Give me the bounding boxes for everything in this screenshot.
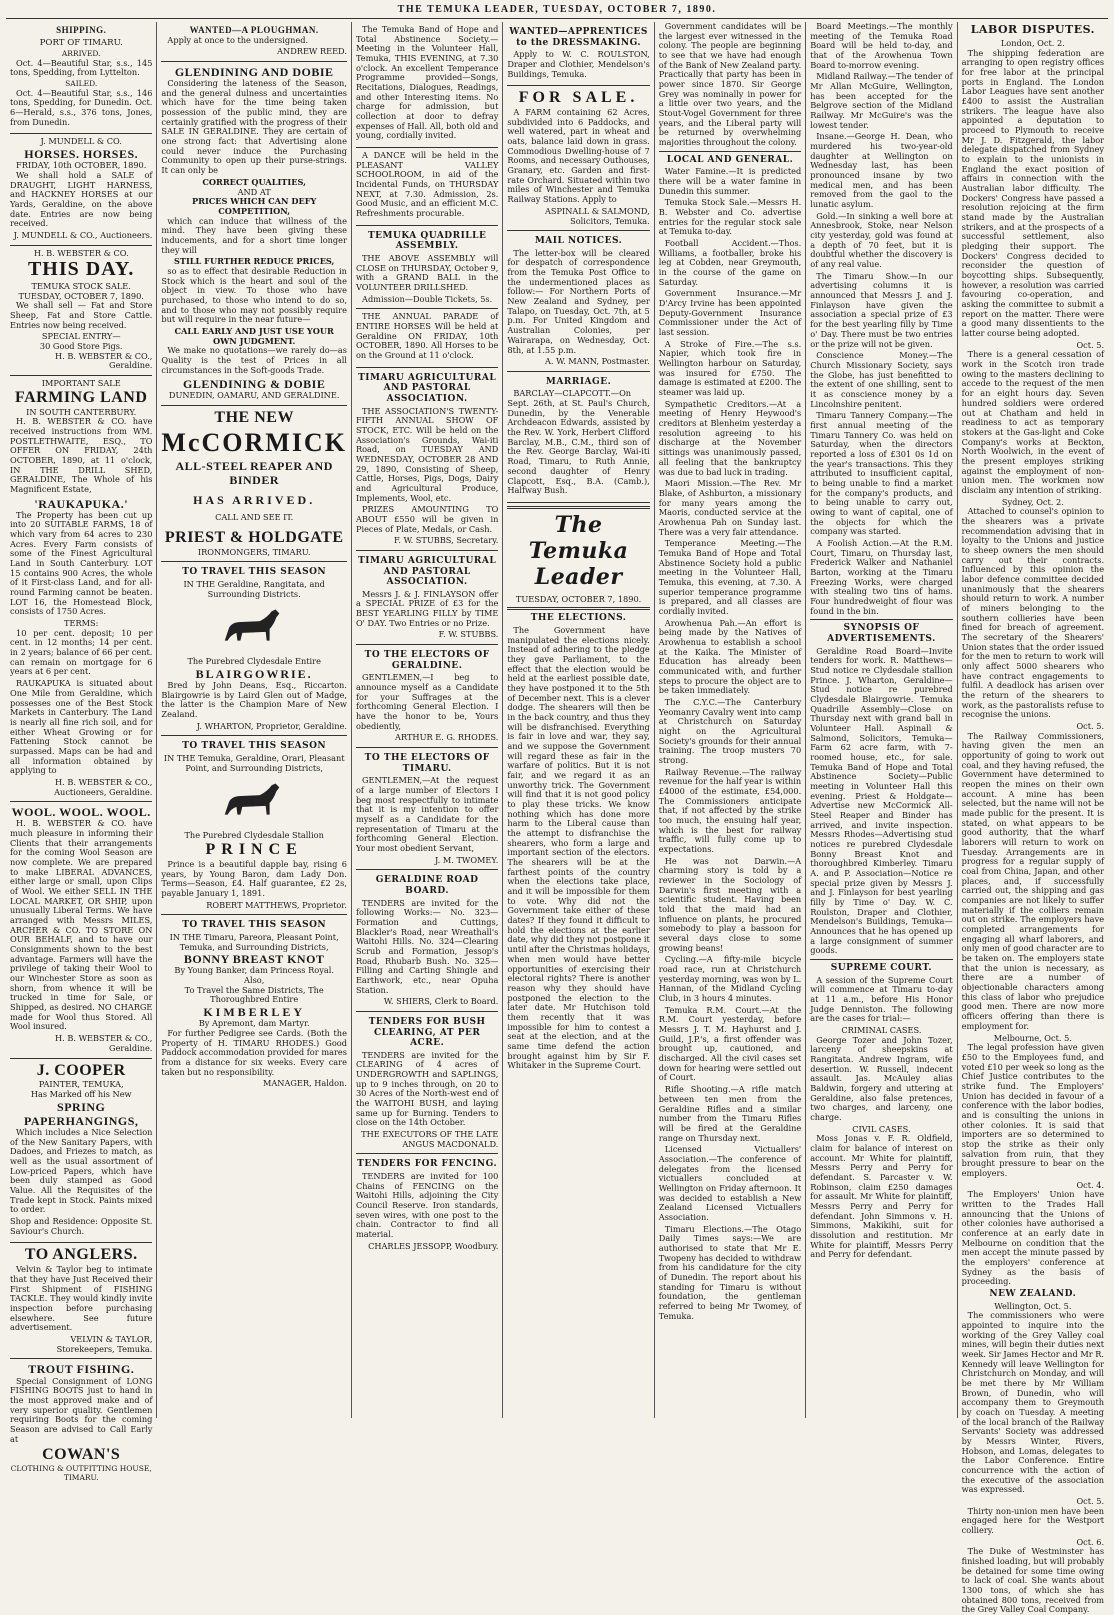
ploughman-text: Apply at once to the undersigned. bbox=[167, 34, 309, 45]
mail-text: The letter-box will be cleared for despatch of correspondence from the Temuka Post Office to the undermentioned places as follow:— For Northern Ports of New Zealand and Sydney, per Talapo, on Tuesday, Oct. 7th, at 5 p.m. For United Kingdom and Australian Colonies, per Wairarapa, on Wednesday, Oct. 8th, at 1.55 p.m. bbox=[507, 247, 650, 355]
marriage-text: BARCLAY—CLAPCOTT.—On Sept. 26th, at St. Paul's Church, Dunedin, by the Venerable Archdeacon Edwards, assisted by the Rev. W. York, Herbert Clifford Barclay, M.B., C.M., third son of the Rev. George Barclay, Wai-iti Road, Timaru, to Ruth Annie, second daughter of Henry Clapcott, Esq., B.A. (Camb.), Halfway Bush. bbox=[507, 388, 650, 496]
nz-text: The commissioners who were appointed to inquire into the working of the Grey Valley coal mines, will begin their duties next week. Sir James Hector and Mr R. Kennedy will leave Wellington for Christchurch on Monday, and will be met there by Mr William Brown, of Dunedin, who will accompany them to Greymouth by coach on Tuesday. A meeting of the local branch of the Railway Servants' Society was addressed by Messrs Winter, Rivers, Hobson, and Lomas, delegates to the Labor Conference. Entire concurrence with the action of the executive of the association was expressed. bbox=[961, 1310, 1105, 1495]
supreme-heading: SUPREME COURT. bbox=[830, 963, 933, 974]
local-stock-sale: Temuka Stock Sale.—Messrs H. B. Webster and Co. advertise entries for the regular stock sale at Temuka to-day. bbox=[658, 197, 802, 237]
editorial bbox=[507, 506, 649, 1071]
blairgowrie-text: Bred by John Deans, Esq., Riccarton. Blairgowrie is by Laird Glen out of Madge, the latter is the Champion Mare of New Zealand. bbox=[161, 680, 347, 720]
webster-signature: H. B. WEBSTER & CO., Geraldine. bbox=[55, 350, 153, 371]
quadrille-text: THE ABOVE ASSEMBLY will CLOSE on THURSDAY, October 9, with a GRAND BALL in the VOLUNTEER DRILLSHED. bbox=[355, 252, 499, 292]
dressmaking-heading: WANTED—APPRENTICES to the DRESSMAKING. bbox=[509, 27, 648, 48]
farming-text-2: The Property has been cut up into 20 SUITABLE FARMS, 18 of which vary from 64 acres to 230 Acres. Every Farm consists of some of the Finest Agricultural Land in South Canterbury. LOT 15 contains 900 Acres, the whole of it First-class Land, and for all-round Farming cannot be beaten. LOT 16, the Homestead Block, consists of 1750 Acres. bbox=[10, 509, 153, 617]
anglers-heading: TO ANGLERS. bbox=[24, 1246, 138, 1264]
bush-signature: THE EXECUTORS OF THE LATE ANGUS MACDONALD. bbox=[361, 1129, 499, 1149]
prince-ad bbox=[161, 736, 347, 915]
gd-reduce: STILL FURTHER REDUCE PRICES, bbox=[173, 256, 335, 267]
shipping-title: SHIPPING. bbox=[56, 25, 107, 35]
gd-text: Considering the lateness of the Season, and the general dulness and uncertainties which have for the time being taken possession of the public mind, they are certainly gratified with the progress of their SALE IN GERALDINE. They are certain of one strong fact: that Advertising alone could never induce the Purchasing Community to open up their purse-strings. It can only be bbox=[161, 78, 347, 176]
electors-geraldine bbox=[356, 645, 498, 748]
bush-notice bbox=[356, 1012, 498, 1155]
gd-call: CALL EARLY AND JUST USE YOUR OWN JUDGMENT. bbox=[174, 325, 334, 346]
farm-sale-ad bbox=[507, 86, 649, 231]
tapa-signature: F. W. STUBBS, Secretary. bbox=[394, 535, 499, 546]
timaru-show-note: The Timaru Show.—In our advertising columns it is announced that Messrs J. and J. Finlayson have given the association a special prize of £3 for the best yearling filly by Time o' Day. There must be two entries or the prize will not be given. bbox=[810, 270, 953, 349]
labor-heading: LABOR DISPUTES. bbox=[970, 23, 1095, 36]
dressmaking-ad bbox=[507, 22, 649, 86]
wool-heading: WOOL. WOOL. WOOL. bbox=[11, 805, 151, 820]
electors2-signature: J. M. TWOMEY. bbox=[435, 854, 499, 865]
kimberley-signature: MANAGER, Haldon. bbox=[262, 1078, 347, 1089]
important-sale: IMPORTANT SALE bbox=[41, 377, 121, 388]
local-darwin: He was not Darwin.—A charming story is told by a reviewer in the Sociology of Darwin's first meeting with a scientific student. Having been told that the maid had an influence on plants, he procured somebody to play a bassoon for several days close to some growing beans! bbox=[658, 855, 802, 953]
labor-text-3: Attached to counsel's opinion to the shearers was a private recommendation advising that in loyalty to the Unions and justice to sheep owners the men should carry out their contracts. Influenced by this opinion the labor defence committee decided unanimously that the shearers should return to work. A number of miners belonging to the southern collieries have been fined for breach of agreement. The secretary of the Shearers' Union states that the order issued for the men to return to work will only affect 5000 shearers who have contract engagements to fulfil. A deadlock has arisen over the return of the shearers to work, as the pastoralists refuse to recognise the unions. bbox=[961, 506, 1105, 720]
ph-name: PRIEST & HOLDGATE bbox=[164, 528, 344, 546]
oct5-dateline: Oct. 5. bbox=[1076, 339, 1105, 350]
terms-heading: TERMS: bbox=[64, 618, 99, 629]
blairgowrie-pre: The Purebred Clydesdale Entire bbox=[187, 656, 321, 667]
sailed-text: Oct. 4—Beautiful Star, s.s., 146 tons, Spedding, for Dunedin. Oct. 6—Herald, s.s., 376 tons, Jones, from Dunedin. bbox=[10, 87, 153, 127]
synopsis-heading: SYNOPSIS OF ADVERTISEMENTS. bbox=[827, 623, 936, 644]
oct6-dateline: Oct. 6. bbox=[1076, 1536, 1105, 1547]
farming-text: H. B. WEBSTER & CO. have received instructions from WM. POSTLETHWAITE, ESQ., TO OFFER ON FRIDAY, 24th OCTOBER, 1890, at 11 o'clock, IN THE DRILL SHED, GERALDINE, The Whole of his Magnificent Estate, bbox=[10, 416, 153, 494]
terms-text: 10 per cent. deposit; 10 per cent. in 12 months; 14 per cent. in 2 years; balance of 66 per cent. can remain on mortgage for 6 years at 6 per cent. bbox=[10, 627, 153, 677]
mc-call: CALL AND SEE IT. bbox=[215, 512, 294, 523]
cooper-has: Has Marked off his New bbox=[30, 1089, 132, 1100]
finlayson-signature: F. W. STUBBS. bbox=[438, 629, 499, 640]
nz-text-2: Thirty non-union men have been engaged here for the Westport colliery. bbox=[961, 1505, 1105, 1536]
local-mission: Maori Mission.—The Rev. Mr Blake, of Ashburton, a missionary for many years among the Maoris, conducted service at the Arowhenua Pah on Sunday last. There was a very fair attendance. bbox=[658, 478, 802, 537]
ploughman-heading: WANTED—A PLOUGHMAN. bbox=[189, 25, 319, 35]
horse-sale-ad bbox=[10, 134, 152, 245]
horses-text: We shall hold a SALE of DRAUGHT, LIGHT HARNESS, and HACKNEY HORSES at our Yards, Geraldine, on the above date. Entries are now being received. bbox=[10, 169, 153, 229]
cowans-sub: CLOTHING & OUTFITTING HOUSE, TIMARU. bbox=[10, 1464, 152, 1482]
fencing-text: TENDERS are invited for 100 Chains of FENCING on the Waitohi Hills, adjoining the City Council Reserve. Iron standards, seven wires, with one post to the chain. Contractor to find all material. bbox=[355, 1171, 499, 1240]
gd-text-4: We make no quotations—we rarely do—as Quality is the test of Prices in all circumstances in the Soft-goods Trade. bbox=[161, 345, 347, 375]
spring-heading: SPRING PAPERHANGINGS, bbox=[23, 1099, 139, 1128]
mc-new: THE NEW bbox=[214, 409, 294, 427]
nz-text-3: The Duke of Westminster has finished loading, but will probably be detained for some time owing to lack of coal. She wants about 1300 tons, of which she has obtained 800 tons, received from the Grey Valley Coal Company. bbox=[961, 1546, 1105, 1615]
synopsis-text: Geraldine Road Board—Invite tenders for work. R. Matthews—Stud notice re Clydesdale stallion Prince. J. Wharton, Geraldine—Stud notice re purebred Clydesdale Blairgowrie. Temuka Quadrille Assembly—Close on Thursday next with grand ball in Volunteer Hall. Aspinall & Salmond, Solicitors, Temuka—Farm 62 acre farm, with 7-roomed house, etc., for sale. Temuka Band of Hope and Total Abstinence Society—Public meeting in Volunteer Hall this evening. Priest & Holdgate—Advertise new McCormick All-Steel Reaper and Binder has arrived, and invite inspection. Messrs Rhodes—Advertising stud notices re purebred Clydesdale Bonny Breast Knot and thoroughbred Kimberley. Timaru A. and P. Association—Notice re special prize given by Messrs J. and J. Finlayson for best yearling filly by Time o' Day. W. C. Roulston, Draper and Clothier, Mendelson's Buildings, Temuka—Announces that he has opened up a large consignment of summer goods. bbox=[810, 645, 953, 956]
melbourne-dateline: Melbourne, Oct. 5. bbox=[993, 1032, 1072, 1043]
wool-ad bbox=[10, 802, 152, 1058]
also: Also, bbox=[244, 975, 265, 986]
labor-text-1: The shipping federation are arranging to open registry offices for free labor at the principal ports in England. The London Labor Leagues have sent another £400 to assist the Australian strikers. The league have also appointed a deputation to proceed to Plymouth to receive Mr J. D. Fitzgerald, the labor delegate dispatched from Sydney to explain to the unionists in England the exact position of affairs in connection with the Australian labor difficulty. The Dockers' Congress have passed a resolution rejoicing at the firm stand made by the Australian strikers, and at the prospects of a successful settlement, also pledging their support. The Dockers' Congress decided to reconsider the question of boycotting ships. Subsequently, however, a resolution was carried favouring co-operation, and asking the committee to submit a report on the matter. There were a good many dissentients to the latter course being adopted. bbox=[961, 47, 1105, 339]
elections-heading: THE ELECTIONS. bbox=[530, 613, 627, 624]
road-board-heading: GERALDINE ROAD BOARD. bbox=[375, 875, 479, 896]
horses-heading: HORSES. HORSES. bbox=[24, 147, 139, 162]
fencing-signature: CHARLES JESSOPP, Woodbury. bbox=[368, 1240, 499, 1251]
finlayson-notice bbox=[356, 551, 498, 645]
midland-railway: Midland Railway.—The tender of Mr Allan McGuire, Wellington, has been accepted for the Belgrove section of the Midland Railway. Mr McGuire's was the lowest tender. bbox=[810, 71, 953, 130]
parade-text: THE ANNUAL PARADE of ENTIRE HORSES Will be held at Geraldine ON FRIDAY, 10th OCTOBER, 1890. All Horses to be on the Ground at 11 o'clock. bbox=[355, 311, 499, 361]
travel1-heading: TO TRAVEL THIS SEASON bbox=[182, 567, 327, 578]
electors2-heading: TO THE ELECTORS OF TIMARU. bbox=[364, 753, 490, 774]
parade-notice bbox=[356, 309, 498, 367]
gd-heading: GLENDINING AND DOBIE bbox=[174, 64, 334, 79]
local-insurance: Government Insurance.—Mr D'Arcy Irvine has been appointed Deputy-Government Insurance Commissioner under the Act of last session. bbox=[658, 288, 802, 338]
special-entry-text: 30 Good Store Pigs. bbox=[39, 340, 123, 351]
anglers-ad bbox=[10, 1243, 152, 1359]
kimberley-text: For further Pedigree see Cards. (Both the Property of H. TIMARU RHODES.) Good Paddock accommodation provided for mares from a distance for six weeks. Every care taken but no responsibility. bbox=[161, 1027, 347, 1077]
running-header: THE TEMUKA LEADER, TUESDAY, OCTOBER 7, 1890. bbox=[6, 4, 1108, 19]
hope-notice bbox=[356, 22, 498, 148]
column-1 bbox=[6, 22, 157, 1482]
trout-ad bbox=[10, 1359, 152, 1486]
mc-reaper: ALL-STEEL REAPER AND BINDER bbox=[175, 458, 333, 487]
tapa-text: THE ASSOCIATION'S TWENTY-FIFTH ANNUAL SHOW OF STOCK, ETC. Will be held on the Association's Grounds, Wai-iti Road, on TUESDAY AND WEDNESDAY, OCTOBER 28 AND 29, 1890, Consisting of Sheep, Cattle, Horses, Pigs, Dogs, Dairy and Agricultural Produce, Implements, Wool, etc. bbox=[355, 405, 499, 503]
anglers-text: Velvin & Taylor beg to intimate that they have Just Received their First Shipment of FISHING TACKLE. They would kindly invite inspection before purchasing elsewhere. See future advertisement. bbox=[10, 1264, 153, 1333]
criminal-text: George Tozer and John Tozer, larceny of sheepskins at Rangitata. Andrew Ingram, wife desertion. W. Russell, indecent assault. Jas. McAuley alias Baldwin, forgery and uttering at Geraldine, also false pretences, two charges, and larceny, one charge. bbox=[810, 1034, 953, 1123]
prince-pre: The Purebred Clydesdale Stallion bbox=[184, 830, 324, 841]
arrived-label: ARRIVED. bbox=[61, 48, 101, 58]
bonny-by: By Young Banker, dam Princess Royal. bbox=[174, 965, 334, 976]
tapa-heading: TIMARU AGRICULTURAL AND PASTORAL ASSOCIATION. bbox=[358, 372, 497, 404]
wool-signature: H. B. WEBSTER & CO., Geraldine. bbox=[55, 1033, 153, 1053]
road-board-notice bbox=[356, 870, 498, 1012]
electors1-heading: TO THE ELECTORS OF GERALDINE. bbox=[364, 650, 490, 671]
labor-text-2: There is a general cessation of work in the Scotch iron trade owing to the masters declining to accede to the request of the men for an eight hours day. Seven hundred soldiers were ordered out at Chatham and held in readiness to act as temporary stokers at the Gas-light and Coke Company's works at Beckton, North Woolwich, in the event of the present employes striking against the employment of non-union men. The workmen now disclaim any intention of striking. bbox=[961, 349, 1105, 495]
local-timaru-elections: Timaru Elections.—The Otago Daily Times says:—We are authorised to state that Mr E. Twopeny has decided to withdraw from his candidature for the city of Dunedin. The report about his standing for Timaru is without foundation, the gentleman referred to being Mr Twomey, of Temuka. bbox=[658, 1223, 802, 1321]
oct4-dateline: Oct. 4. bbox=[1076, 1179, 1105, 1190]
bush-text: TENDERS are invited for the CLEARING of 4 acres of UNDERGROWTH and SAPLINGS, up to 9 inches through, on 20 to 30 Acres of the North-west end of the WAITOHI BUSH, and laying same up for Burning. Tenders to close on the 14th October. bbox=[355, 1049, 499, 1128]
mail-heading: MAIL NOTICES. bbox=[534, 236, 623, 247]
farming-land-heading: FARMING LAND bbox=[15, 388, 148, 406]
gd-text-2: which can induce that willness of the mind. They have been giving these inducements, and for a short time longer they will bbox=[161, 215, 347, 255]
cooper-sub: PAINTER, TEMUKA, bbox=[38, 1079, 124, 1090]
kimberley-by: By Apremont, dam Martyr. bbox=[198, 1018, 310, 1029]
special-entry: SPECIAL ENTRY— bbox=[41, 331, 121, 342]
anglers-signature: VELVIN & TAYLOR, Storekeepers, Temuka. bbox=[56, 1334, 153, 1354]
farming-sub: IN SOUTH CANTERBURY. bbox=[26, 406, 137, 417]
gd-text-3: so as to effect that desirable Reduction in Stock which is the heart and soul of the object in view. To those who have purchased, to those who intend to do so, and to those who may not possibly require but will require in the near future— bbox=[161, 265, 347, 325]
finlayson-heading: TIMARU AGRICULTURAL AND PASTORAL ASSOCIATION. bbox=[358, 555, 497, 588]
farming-signature: H. B. WEBSTER & CO., Auctioneers, Geraldine. bbox=[54, 776, 153, 797]
mc-arrived: HAS ARRIVED. bbox=[193, 492, 316, 507]
travel2-sub: IN THE Temuka, Geraldine, Orari, Pleasant Point, and Surrounding Districts, bbox=[163, 753, 345, 773]
webster-head: H. B. WEBSTER & CO. bbox=[33, 247, 129, 258]
nz-heading: NEW ZEALAND. bbox=[989, 1288, 1077, 1299]
foolish-note: A Foolish Action.—At the R.M. Court, Timaru, on Thursday last, Frederick Walker and Nathaniel Barton, working at the Timaru Freezing Works, were charged with stealing two tins of hams. Four hundredweight of flour was found in the bin. bbox=[810, 537, 953, 616]
tannery-note: Timaru Tannery Company.—The first annual meeting of the Timaru Tannery Co. was held on Saturday, when the directors reported a loss of £301 0s 1d on the year's transactions. This they attributed to insufficient capital, to being unable to find a market for the company's products, and to being unable to carry out, owing to want of capital, one of the objects for which the company was started. bbox=[810, 410, 953, 537]
labor-text-4: The Railway Commissioners, having given the men an opportunity of going to work out coal, and they having refused, the Government have determined to reopen the mines on their own account. A mine has been selected, but the name will not be made public for the present. It is stated, on what appears to be good authority, that the wharf laborers will return to work on Tuesday. Arrangements are in progress for a regular supply of coal from China, Japan, and other places, and, if successfully carried out, the shipping and gas companies are not likely to suffer materially if the colliers remain out on strike. The employers have completed arrangements for engaging all wharf laborers, and only men of good character are to be taken on. The employers state that the union is necessary, as there are a number of objectionable characters among this class of labor who prejudice good men. There are now more officers offering than there is employment for. bbox=[961, 730, 1105, 1031]
hope-text: The Temuka Band of Hope and Total Abstinence Society.—Meeting in the Volunteer Hall, Temuka, THIS EVENING, at 7.30 o'clock. An excellent Temperance Programme provided—Songs, Recitations, Dialogues, Readings, and other Interesting items. No charge for admission, but collection at door to defray expenses of Hall. All, both old and young, cordially invited. bbox=[355, 24, 499, 141]
cooper-heading: J. COOPER bbox=[36, 1061, 126, 1079]
local-continued: Government candidates will be the largest ever witnessed in the colony. The people are beginning to see that we have had enough of the Bank of New Zealand party. Practically that party has been in power since 1870. Sir George Grey was nominally in power for a little over two years, and the Stout-Vogel Government for three years, and the Liberal party will be returned by overwhelming majorities throughout the colony. bbox=[658, 21, 802, 148]
kimberley-name: KIMBERLEY bbox=[203, 1005, 306, 1020]
supreme-text: A session of the Supreme Court will commence at Timaru to-day at 11 a.m., before His Honor Judge Denniston. The following are the cases for trial:— bbox=[810, 974, 953, 1024]
local-arowhenua: Arowhenua Pah.—An effort is being made by the Natives of Arowhenua to establish a school at the Kaika. The Minister of Education has already been communicated with, and further steps to procure the object are to be taken immediately. bbox=[658, 617, 802, 696]
shipping-port: PORT OF TIMARU. bbox=[39, 37, 123, 48]
wellington-dateline: Wellington, Oct. 5. bbox=[994, 1300, 1072, 1311]
also-sub: To Travel the Same Districts, The Thoroughbred Entire bbox=[184, 984, 324, 1005]
elections-text: The Government have manipulated the elections nicely. Instead of adhering to the pledge they gave Parliament, to the effect that the election would be held at the earliest possible date, they have postponed it to the 5th of December next. This is a clever dodge. The shearers will then be in the back country, and thus they will be disfranchised. Everything is fair in love and war, they say, and we suppose the Government will regard these as fair in the warfare of politics. But it is not fair, and we regard it as an unworthy trick. The Government will find that it is not good policy to play these tricks. We know nothing which has done more harm to the Liberal cause than the attempt to disfranchise the shearers, who form a large and important section of the electors. The shearers will be at the farthest points of the country when the elections take place, and it will be impossible for them to vote. Why did not the Government take either of these dates? If they found it difficult to hold the elections at the earlier date, why did they not postpone it until after the Christmas holidays, when men would have better opportunities of exercising their electoral rights? There is another reason why they should have postponed the election to the later date. Mr Hutchison told them recently that it was impossible for him to contest a seat at the election, and at the same time defend the action brought against him by Sir F. Whitaker in the Supreme Court. bbox=[507, 624, 650, 1071]
blairgowrie-name: BLAIRGOWRIE. bbox=[195, 666, 313, 681]
raukapuka-text: RAUKAPUKA is situated about One Mile from Geraldine, which possesses one of the Best Stock Markets in Canterbury. The Land is nearly all fine rich soil, and for either Wheat Growing or for Fattening Stock cannot be surpassed. Maps can be had and all information obtained by applying to bbox=[10, 678, 153, 776]
marriage-notice bbox=[507, 372, 649, 503]
local-rifle: Rifle Shooting.—A rifle match between ten men from the Geraldine Rifles and a similar number from the Timaru Rifles will be fired at the Geraldine range on Thursday next. bbox=[658, 1084, 802, 1143]
mundell-head: J. MUNDELL & CO. bbox=[40, 136, 122, 147]
column-7 bbox=[958, 22, 1108, 1615]
oct5c-dateline: Oct. 5. bbox=[1076, 1496, 1105, 1507]
local-heading: LOCAL AND GENERAL. bbox=[666, 154, 794, 165]
stock-sale-ad bbox=[10, 246, 152, 376]
mc-name: McCORMICK bbox=[161, 427, 347, 457]
mccormick-ad bbox=[161, 406, 347, 562]
farming-land-ad bbox=[10, 376, 152, 802]
show-notice bbox=[356, 368, 498, 551]
gd-signature: GLENDINING & DOBIE bbox=[183, 377, 326, 392]
column-5 bbox=[655, 22, 806, 1418]
mail-notices bbox=[507, 231, 649, 372]
bush-heading: TENDERS FOR BUSH CLEARING, AT PER ACRE. bbox=[368, 1016, 486, 1049]
this-day-heading: THIS DAY. bbox=[27, 258, 135, 281]
labor-text-6: The Employers' Union have written to the Trades Hall announcing that the Unions of other colonies have authorised a conference at an early date in Melbourne on condition that the men accept the minute passed by the employers' conference at Sydney as the basis of proceeding. bbox=[961, 1189, 1105, 1287]
glendining-ad bbox=[161, 62, 347, 406]
stock-sale-date: TUESDAY, OCTOBER 7, 1890. bbox=[18, 290, 144, 301]
local-stroke: A Stroke of Fire.—The s.s. Napier, which took fire in Wellington harbour on Saturday, was insured for £750. The damage is estimated at £200. The steamer was laid up. bbox=[658, 338, 802, 398]
travel1-sub: IN THE Geraldine, Rangitata, and Surrounding Districts. bbox=[183, 578, 325, 599]
quadrille-admission: Admission—Double Tickets, 5s. bbox=[362, 293, 493, 304]
labor-text-5: The legal profession have given £50 to the Employees fund, and voted £10 per week so long as the Chief Justice contributes to the strike fund. The Employers' Union has decided in favour of a conference with the labor bodies, and is consulting the unions in other colonies. It is said that importers are so determined to stop the strike as their only salvation from ruin, that they brought pressure to bear on the employers. bbox=[961, 1042, 1105, 1178]
fencing-notice bbox=[356, 1154, 498, 1255]
marriage-heading: MARRIAGE. bbox=[545, 376, 612, 387]
electors1-signature: ARTHUR E. G. RHODES. bbox=[395, 732, 499, 743]
local-victuallers: Licensed Victuallers' Association.—The conference of delegates from the licensed victuallers concluded at Wellington on Friday afternoon. It was decided to establish a New Zealand Licensed Victuallers Association. bbox=[658, 1144, 802, 1222]
oct5b-dateline: Oct. 5. bbox=[1076, 721, 1105, 731]
travel3-sub: IN THE Timaru, Pareora, Pleasant Point, Temuka, and Surrounding Districts, bbox=[169, 931, 339, 952]
ploughman-ad bbox=[161, 22, 347, 62]
civil-text: Moss Jonas v. F. R. Oldfield, claim for balance of interest on account. Mr White for plaintiff, Messrs Perry and Perry for defendant. S. Parcaster v. W. Robinson, claim £250 damages for assault. Mr White for plaintiff, Messrs Perry and Perry for defendant. John Simmons v. H. Simmons, Makikihi, suit for dissolution and restitution. Mr White for plaintiff, Messrs Perry and Perry for defendant. bbox=[810, 1133, 953, 1260]
for-sale-heading: FOR SALE. bbox=[518, 89, 639, 107]
gd-prices: PRICES WHICH CAN DEFY COMPETITION, bbox=[191, 196, 317, 216]
local-water: Water Famine.—It is predicted there will be a water famine in Dunedin this summer. bbox=[658, 166, 802, 196]
raukapuka-heading: 'RAUKAPUKA.' bbox=[34, 496, 129, 511]
cooper-shop: Shop and Residence: Opposite St. Saviour's Church. bbox=[10, 1216, 153, 1236]
sydney-dateline: Sydney, Oct. 2. bbox=[1001, 496, 1064, 507]
travel3-heading: TO TRAVEL THIS SEASON bbox=[182, 920, 327, 931]
prince-signature: ROBERT MATTHEWS, Proprietor. bbox=[206, 899, 347, 910]
cooper-ad bbox=[10, 1059, 152, 1244]
gd-correct: CORRECT QUALITIES, bbox=[202, 176, 306, 187]
dance-text: A DANCE will be held in the PLEASANT VALLEY SCHOOLROOM, in aid of the Incidental Funds, on THURSDAY NEXT, at 7.30. Admission, 2s. Good Music, and an efficient M.C. Refreshments procurable. bbox=[355, 150, 499, 219]
bonny-name: BONNY BREAST KNOT bbox=[183, 952, 325, 967]
newspaper-flag: The Temuka Leader bbox=[528, 511, 629, 590]
dance-notice bbox=[356, 148, 498, 226]
ph-sub: IRONMONGERS, TIMARU. bbox=[197, 546, 311, 557]
blairgowrie-ad bbox=[161, 562, 347, 736]
electors1-text: GENTLEMEN,—I beg to announce myself as a Candidate for your Suffrages at the forthcoming General Election. I have the honor to be, Yours obediently, bbox=[355, 672, 499, 731]
electors-timaru bbox=[356, 748, 498, 870]
insane-note: Insane.—George H. Dean, who murdered his two-year-old daughter at Wellington on Wednesday last, has been pronounced insane by two medical men, and has been removed from the gaol to the lunatic asylum. bbox=[810, 131, 953, 210]
bonny-ad bbox=[161, 915, 347, 1093]
stock-sale-text: We shall sell — Fat and Store Sheep, Fat and Store Cattle. Entries now being received. bbox=[10, 300, 153, 330]
sailed-label: SAILED. bbox=[65, 78, 98, 88]
trout-text: Special Consignment of LONG FISHING BOOTS just to hand in the most approved make and of very superior quality. Gentlemen requiring Boots for the coming Season are advised to Call Early at bbox=[10, 1375, 153, 1444]
cooper-text: Which includes a Nice Selection of the New Sanitary Papers, with Dadoes, and Friezes to match, as well as the usual assortment of Low-priced Papers, which have been duly stamped as Good Value. All the Requisites of the Trade kept in Stock. Paints mixed to order. bbox=[10, 1127, 153, 1215]
stock-sale-title: TEMUKA STOCK SALE. bbox=[31, 280, 131, 291]
column-3 bbox=[352, 22, 503, 1418]
criminal-heading: CRIMINAL CASES. bbox=[841, 1025, 922, 1035]
flag-date: TUESDAY, OCTOBER 7, 1890. bbox=[515, 593, 642, 604]
local-cyc: The C.Y.C.—The Canterbury Yeomanry Cavalry went into camp at Christchurch on Saturday night on the Agricultural Society's grounds for their annual training. The troop musters 70 strong. bbox=[658, 696, 802, 765]
trout-heading: TROUT FISHING. bbox=[28, 1362, 135, 1377]
local-court: Temuka R.M. Court.—At the R.M. Court yesterday, before Messrs J. T. M. Hayhurst and J. Guild, J.P.'s, a first offender was brought up, cautioned, and discharged. All the civil cases set down for hearing were settled out of Court. bbox=[658, 1004, 802, 1083]
finlayson-text: Messrs J. & J. FINLAYSON offer a SPECIAL PRIZE of £3 for the BEST YEARLING FILLY by TIME O' DAY. Two Entries or no Prize. bbox=[355, 588, 499, 628]
gd-places: DUNEDIN, OAMARU, AND GERALDINE. bbox=[168, 390, 340, 401]
fencing-heading: TENDERS FOR FENCING. bbox=[357, 1159, 498, 1170]
local-temperance: Temperance Meeting.—The Temuka Band of Hope and Total Abstinence Society hold a public meeting in the Volunteer Hall, Temuka, this evening, at 7.30. A superior temperance programme is prepared, and all classes are cordially invited. bbox=[658, 538, 802, 616]
local-creditors: Sympathetic Creditors.—At a meeting of Henry Heywood's creditors at Blenheim yesterday a resolution agreeing to his discharge at the November sittings was unanimously passed, all feeling that the bankruptcy was due to bad luck in trading. bbox=[658, 398, 802, 477]
shipping-notice bbox=[10, 22, 152, 134]
prince-text: Prince is a beautiful dapple bay, rising 6 years, by Young Baron, dam Lady Don. Terms—Season, £4. Half guarantee, £2 2s, payable January 1, 1891. bbox=[161, 858, 347, 898]
wool-text: H. B. WEBSTER & CO. have much pleasure in informing their Clients that their arrangements for the coming Wool Season are now complete. We are prepared to make LIBERAL ADVANCES, either large or small, upon Clips of Wool. We either SELL IN THE LOCAL MARKET, OR SHIP, upon unusually Liberal Terms. We have arranged with Messrs MILES, ARCHER & CO. TO STORE ON OUR BEHALF, and to have our Consignments shown to the best advantage. Farmers will have the privilege of taking their Wool to our Winchester Store as soon as shorn, from whence it will be trucked in time for Sale, or Shipped, as desired. NO CHARGE made for Wool thus Stored. All Wool insured. bbox=[10, 818, 153, 1032]
blairgowrie-signature: J. WHARTON, Proprietor, Geraldine. bbox=[196, 720, 347, 731]
dress-apply: Apply to W. C. ROULSTON, Draper and Clothier, Mendelson's Buildings, Temuka. bbox=[507, 49, 650, 79]
horses-date: FRIDAY, 10th OCTOBER, 1890. bbox=[16, 160, 147, 171]
electors2-text: GENTLEMEN,—At the request of a large number of Electors I beg most respectfully to intimate that it is my intention to offer myself as a Candidate for the representation of Timaru at the forthcoming General Election. Your most obedient Servant, bbox=[355, 775, 499, 853]
horse-engraving bbox=[215, 777, 293, 827]
sale-text: A FARM containing 62 Acres, subdivided into 6 Paddocks, and well watered, part in wheat and oats, balance laid down in grass. Commodious Dwelling-house of 7 Rooms, and necessary Outhouses, Granary, etc. Garden and first-rate Orchard. Situated within two miles of Winchester and Temuka Railway Stations. Apply to bbox=[507, 107, 650, 205]
board-meetings: Board Meetings.—The monthly meeting of the Temuka Road Board will be held to-day, and that of the Arowhenua Town Board to-morrow evening. bbox=[810, 21, 953, 70]
ploughman-signature: ANDREW REED. bbox=[277, 46, 347, 57]
conscience-note: Conscience Money.—The Church Missionary Society, says the Globe, has just benefitted to the extent of one shilling, sent to it as conscience money by a Lincolnshire penitent. bbox=[810, 350, 953, 409]
gold-note: Gold.—In sinking a well bore at Annesbrook, Stoke, near Nelson city yesterday, gold was found at a depth of 70 feet, but it is doubtful whether the discovery is of any real value. bbox=[810, 210, 953, 270]
local-football: Football Accident.—Thos. Williams, a footballer, broke his leg at Cobden, near Greymouth, in the course of the game on Saturday. bbox=[658, 238, 802, 287]
arrived-text: Oct. 4—Beautiful Star, s.s., 145 tons, Spedding, from Lyttelton. bbox=[10, 57, 153, 78]
quadrille-notice bbox=[356, 226, 498, 310]
london-dateline: London, Oct. 2. bbox=[1000, 37, 1065, 48]
quadrille-heading: TEMUKA QUADRILLE ASSEMBLY. bbox=[367, 230, 487, 252]
column-6 bbox=[806, 22, 957, 1418]
road-signature: W. SHIERS, Clerk to Board. bbox=[383, 996, 499, 1007]
cowans-heading: COWAN'S bbox=[42, 1446, 121, 1464]
column-4 bbox=[503, 22, 654, 1418]
local-railway: Railway Revenue.—The railway revenue for the half year is within £4000 of the estimate, £54,000. The Commissioners anticipate that, if not affected by the strike too much, the ensuing half year, which is the best for railway traffic, will fully come up to expectations. bbox=[658, 766, 802, 855]
travel2-heading: TO TRAVEL THIS SEASON bbox=[182, 741, 327, 752]
prince-name: PRINCE bbox=[205, 841, 303, 859]
horse-engraving bbox=[215, 603, 293, 653]
mail-signature: A. W. MANN, Postmaster. bbox=[544, 356, 650, 367]
tapa-prizes: PRIZES AMOUNTING TO ABOUT £550 will be given in Pieces of Plate, Medals, or Cash. bbox=[355, 504, 499, 534]
mundell-signature: J. MUNDELL & CO., Auctioneers. bbox=[13, 230, 153, 240]
sale-signature: ASPINALL & SALMOND, Solicitors, Temuka. bbox=[544, 205, 650, 226]
column-2 bbox=[157, 22, 352, 1418]
civil-heading: CIVIL CASES. bbox=[852, 1123, 911, 1134]
road-text: TENDERS are invited for the following Works:— No. 323—Formation and Cuttings, Blackler's Road, near Wreathall's Waitohi Hills. No. 324—Clearing Scrub and Formation, Jessop's Road, Rhubarb Bush. No. 325—Filling and Carting Shingle and Earthwork, etc., near Opuha Station. bbox=[355, 897, 499, 995]
gd-and: AND AT bbox=[237, 186, 271, 197]
local-cycling: Cycling.—A fifty-mile bicycle road race, run at Christchurch yesterday morning, was won by L. Hannan, of the Midland Cycling Club, in 3 hours 4 minutes. bbox=[658, 954, 802, 1004]
